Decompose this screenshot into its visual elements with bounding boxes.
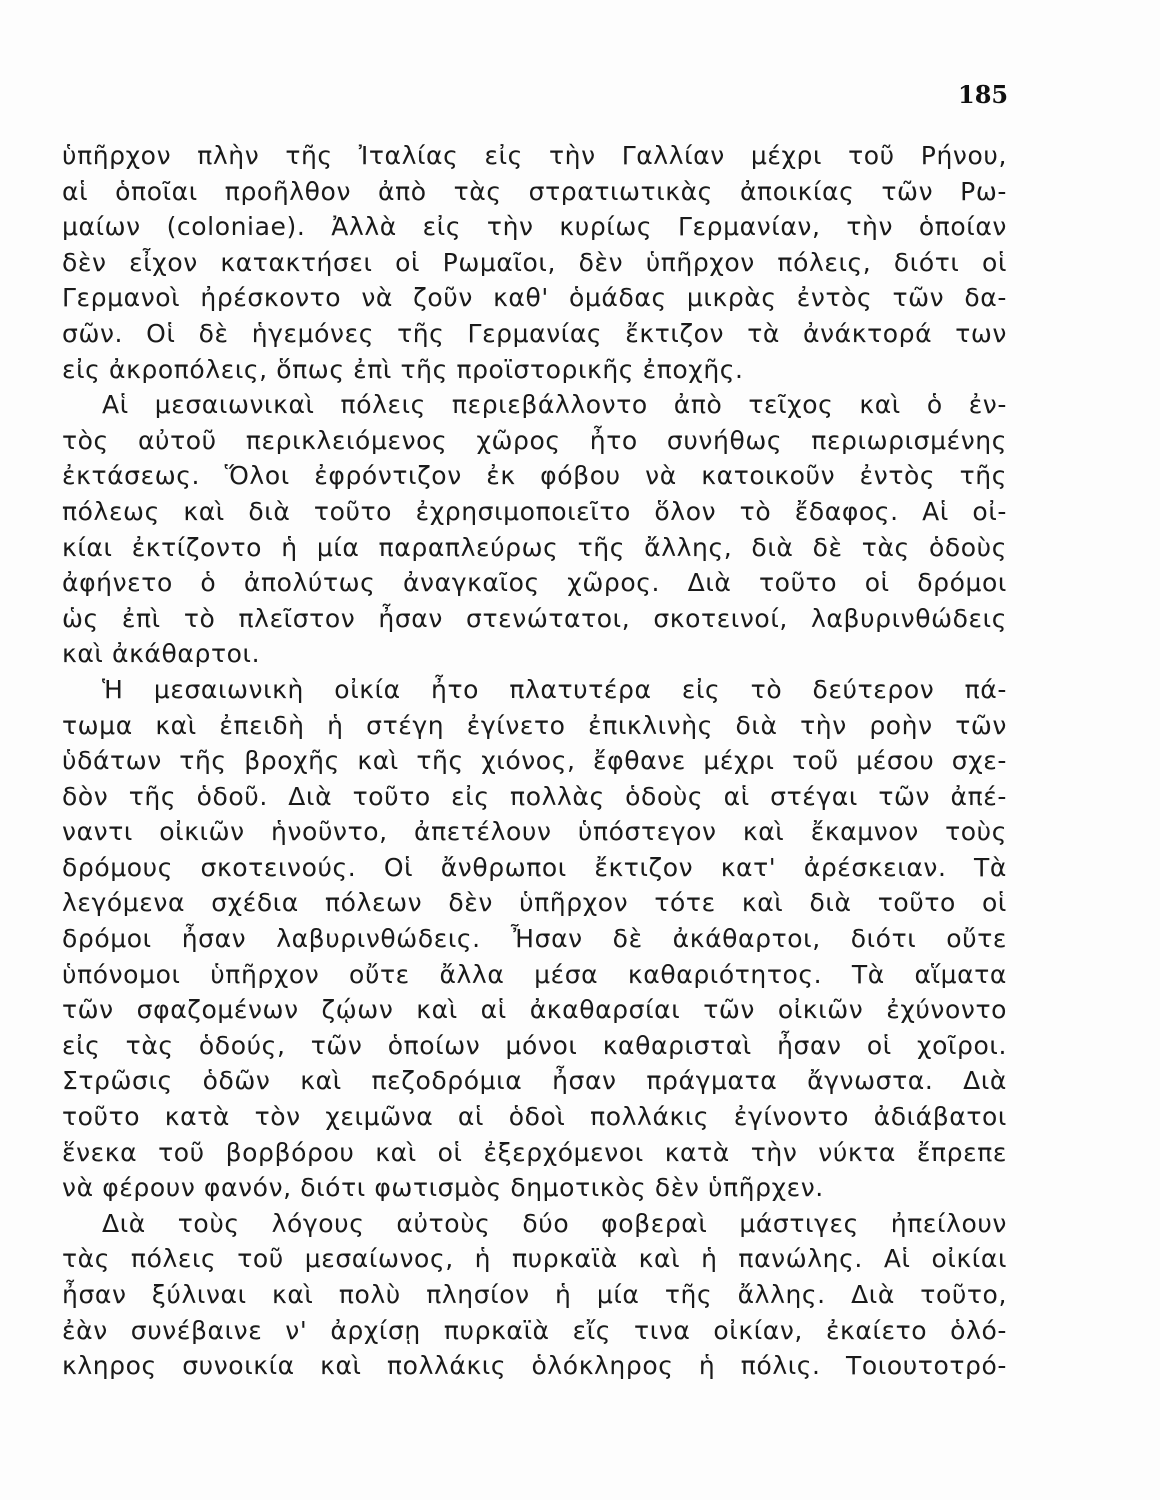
text-line: δρόμοι ἦσαν λαβυρινθώδεις. Ἦσαν δὲ ἀκάθαρτοι, διότι οὔτε bbox=[62, 924, 1007, 954]
text-line: ὡς ἐπὶ τὸ πλεῖστον ἦσαν στενώτατοι, σκοτεινοί, λαβυρινθώδεις bbox=[62, 603, 1007, 633]
text-line: μαίων (coloniae). Ἀλλὰ εἰς τὴν κυρίως Γερμανίαν, τὴν ὁποίαν bbox=[62, 212, 1007, 242]
text-line: Στρῶσις ὁδῶν καὶ πεζοδρόμια ἦσαν πράγματα ἄγνωστα. Διὰ bbox=[62, 1066, 1007, 1096]
body-text bbox=[62, 138, 1007, 1384]
text-line: αἱ ὁποῖαι προῆλθον ἀπὸ τὰς στρατιωτικὰς ἀποικίας τῶν Ρω- bbox=[62, 176, 1007, 206]
text-line: νὰ φέρουν φανόν, διότι φωτισμὸς δημοτικὸς δὲν ὑπῆρχεν. bbox=[62, 1173, 824, 1203]
text-line: ἕνεκα τοῦ βορβόρου καὶ οἱ ἐξερχόμενοι κατὰ τὴν νύκτα ἔπρεπε bbox=[62, 1137, 1007, 1167]
text-line: δρόμους σκοτεινούς. Οἱ ἄνθρωποι ἔκτιζον κατ' ἀρέσκειαν. Τὰ bbox=[62, 852, 1007, 882]
text-line: τῶν σφαζομένων ζῴων καὶ αἱ ἀκαθαρσίαι τῶν οἰκιῶν ἐχύνοντο bbox=[62, 995, 1007, 1025]
text-line: ἐκτάσεως. Ὅλοι ἐφρόντιζον ἐκ φόβου νὰ κατοικοῦν ἐντὸς τῆς bbox=[62, 461, 1007, 491]
text-line: ὑπῆρχον πλὴν τῆς Ἰταλίας εἰς τὴν Γαλλίαν μέχρι τοῦ Ρήνου, bbox=[62, 141, 1007, 170]
text-line: ἐὰν συνέβαινε ν' ἀρχίσῃ πυρκαϊὰ εἴς τινα οἰκίαν, ἐκαίετο ὁλό- bbox=[62, 1315, 1007, 1345]
text-line: σῶν. Οἱ δὲ ἡγεμόνες τῆς Γερμανίας ἔκτιζον τὰ ἀνάκτορά των bbox=[62, 318, 1007, 348]
text-line: κληρος συνοικία καὶ πολλάκις ὁλόκληρος ἡ πόλις. Τοιουτοτρό- bbox=[62, 1351, 1007, 1381]
text-line: Γερμανοὶ ἠρέσκοντο νὰ ζοῦν καθ' ὁμάδας μικρὰς ἐντὸς τῶν δα- bbox=[62, 283, 1007, 313]
text-line: καὶ ἀκάθαρτοι. bbox=[62, 639, 261, 669]
text-line: κίαι ἐκτίζοντο ἡ μία παραπλεύρως τῆς ἄλλης, διὰ δὲ τὰς ὁδοὺς bbox=[62, 532, 1007, 562]
text-line: εἰς ἀκροπόλεις, ὅπως ἐπὶ τῆς προϊστορικῆς ἐποχῆς. bbox=[62, 354, 744, 384]
text-line: πόλεως καὶ διὰ τοῦτο ἐχρησιμοποιεῖτο ὅλον τὸ ἔδαφος. Αἱ οἰ- bbox=[62, 496, 1007, 526]
text-line: Ἡ μεσαιωνικὴ οἰκία ἦτο πλατυτέρα εἰς τὸ δεύτερον πά- bbox=[102, 674, 1007, 704]
text-line: ὑπόνομοι ὑπῆρχον οὔτε ἄλλα μέσα καθαριότητος. Τὰ αἵματα bbox=[62, 959, 1007, 989]
text-line: δὸν τῆς ὁδοῦ. Διὰ τοῦτο εἰς πολλὰς ὁδοὺς αἱ στέγαι τῶν ἀπέ- bbox=[62, 781, 1007, 811]
text-line: ἀφήνετο ὁ ἀπολύτως ἀναγκαῖος χῶρος. Διὰ τοῦτο οἱ δρόμοι bbox=[62, 568, 1007, 598]
text-line: ὑδάτων τῆς βροχῆς καὶ τῆς χιόνος, ἔφθανε μέχρι τοῦ μέσου σχε- bbox=[62, 746, 1007, 776]
text-line: Διὰ τοὺς λόγους αὐτοὺς δύο φοβεραὶ μάστιγες ἠπείλουν bbox=[102, 1208, 1007, 1238]
text-line: λεγόμενα σχέδια πόλεων δὲν ὑπῆρχον τότε καὶ διὰ τοῦτο οἱ bbox=[62, 888, 1007, 918]
text-line: ἦσαν ξύλιναι καὶ πολὺ πλησίον ἡ μία τῆς ἄλλης. Διὰ τοῦτο, bbox=[62, 1280, 1007, 1309]
text-line: δὲν εἶχον κατακτήσει οἱ Ρωμαῖοι, δὲν ὑπῆρχον πόλεις, διότι οἱ bbox=[62, 247, 1007, 277]
text-line: τὰς πόλεις τοῦ μεσαίωνος, ἡ πυρκαϊὰ καὶ ἡ πανώλης. Αἱ οἰκίαι bbox=[62, 1244, 1007, 1274]
text-line: ναντι οἰκιῶν ἡνοῦντο, ἀπετέλουν ὑπόστεγον καὶ ἔκαμνον τοὺς bbox=[62, 817, 1007, 847]
text-line: εἰς τὰς ὁδούς, τῶν ὁποίων μόνοι καθαρισταὶ ἦσαν οἱ χοῖροι. bbox=[62, 1030, 1007, 1060]
text-line: τωμα καὶ ἐπειδὴ ἡ στέγη ἐγίνετο ἐπικλινὴς διὰ τὴν ροὴν τῶν bbox=[62, 710, 1007, 740]
text-line: Αἱ μεσαιωνικαὶ πόλεις περιεβάλλοντο ἀπὸ τεῖχος καὶ ὁ ἐν- bbox=[102, 390, 1007, 420]
text-line: τὸς αὐτοῦ περικλειόμενος χῶρος ἦτο συνήθως περιωρισμένης bbox=[62, 425, 1007, 455]
page-number: 185 bbox=[958, 80, 1009, 109]
text-line: τοῦτο κατὰ τὸν χειμῶνα αἱ ὁδοὶ πολλάκις ἐγίνοντο ἀδιάβατοι bbox=[62, 1102, 1007, 1132]
